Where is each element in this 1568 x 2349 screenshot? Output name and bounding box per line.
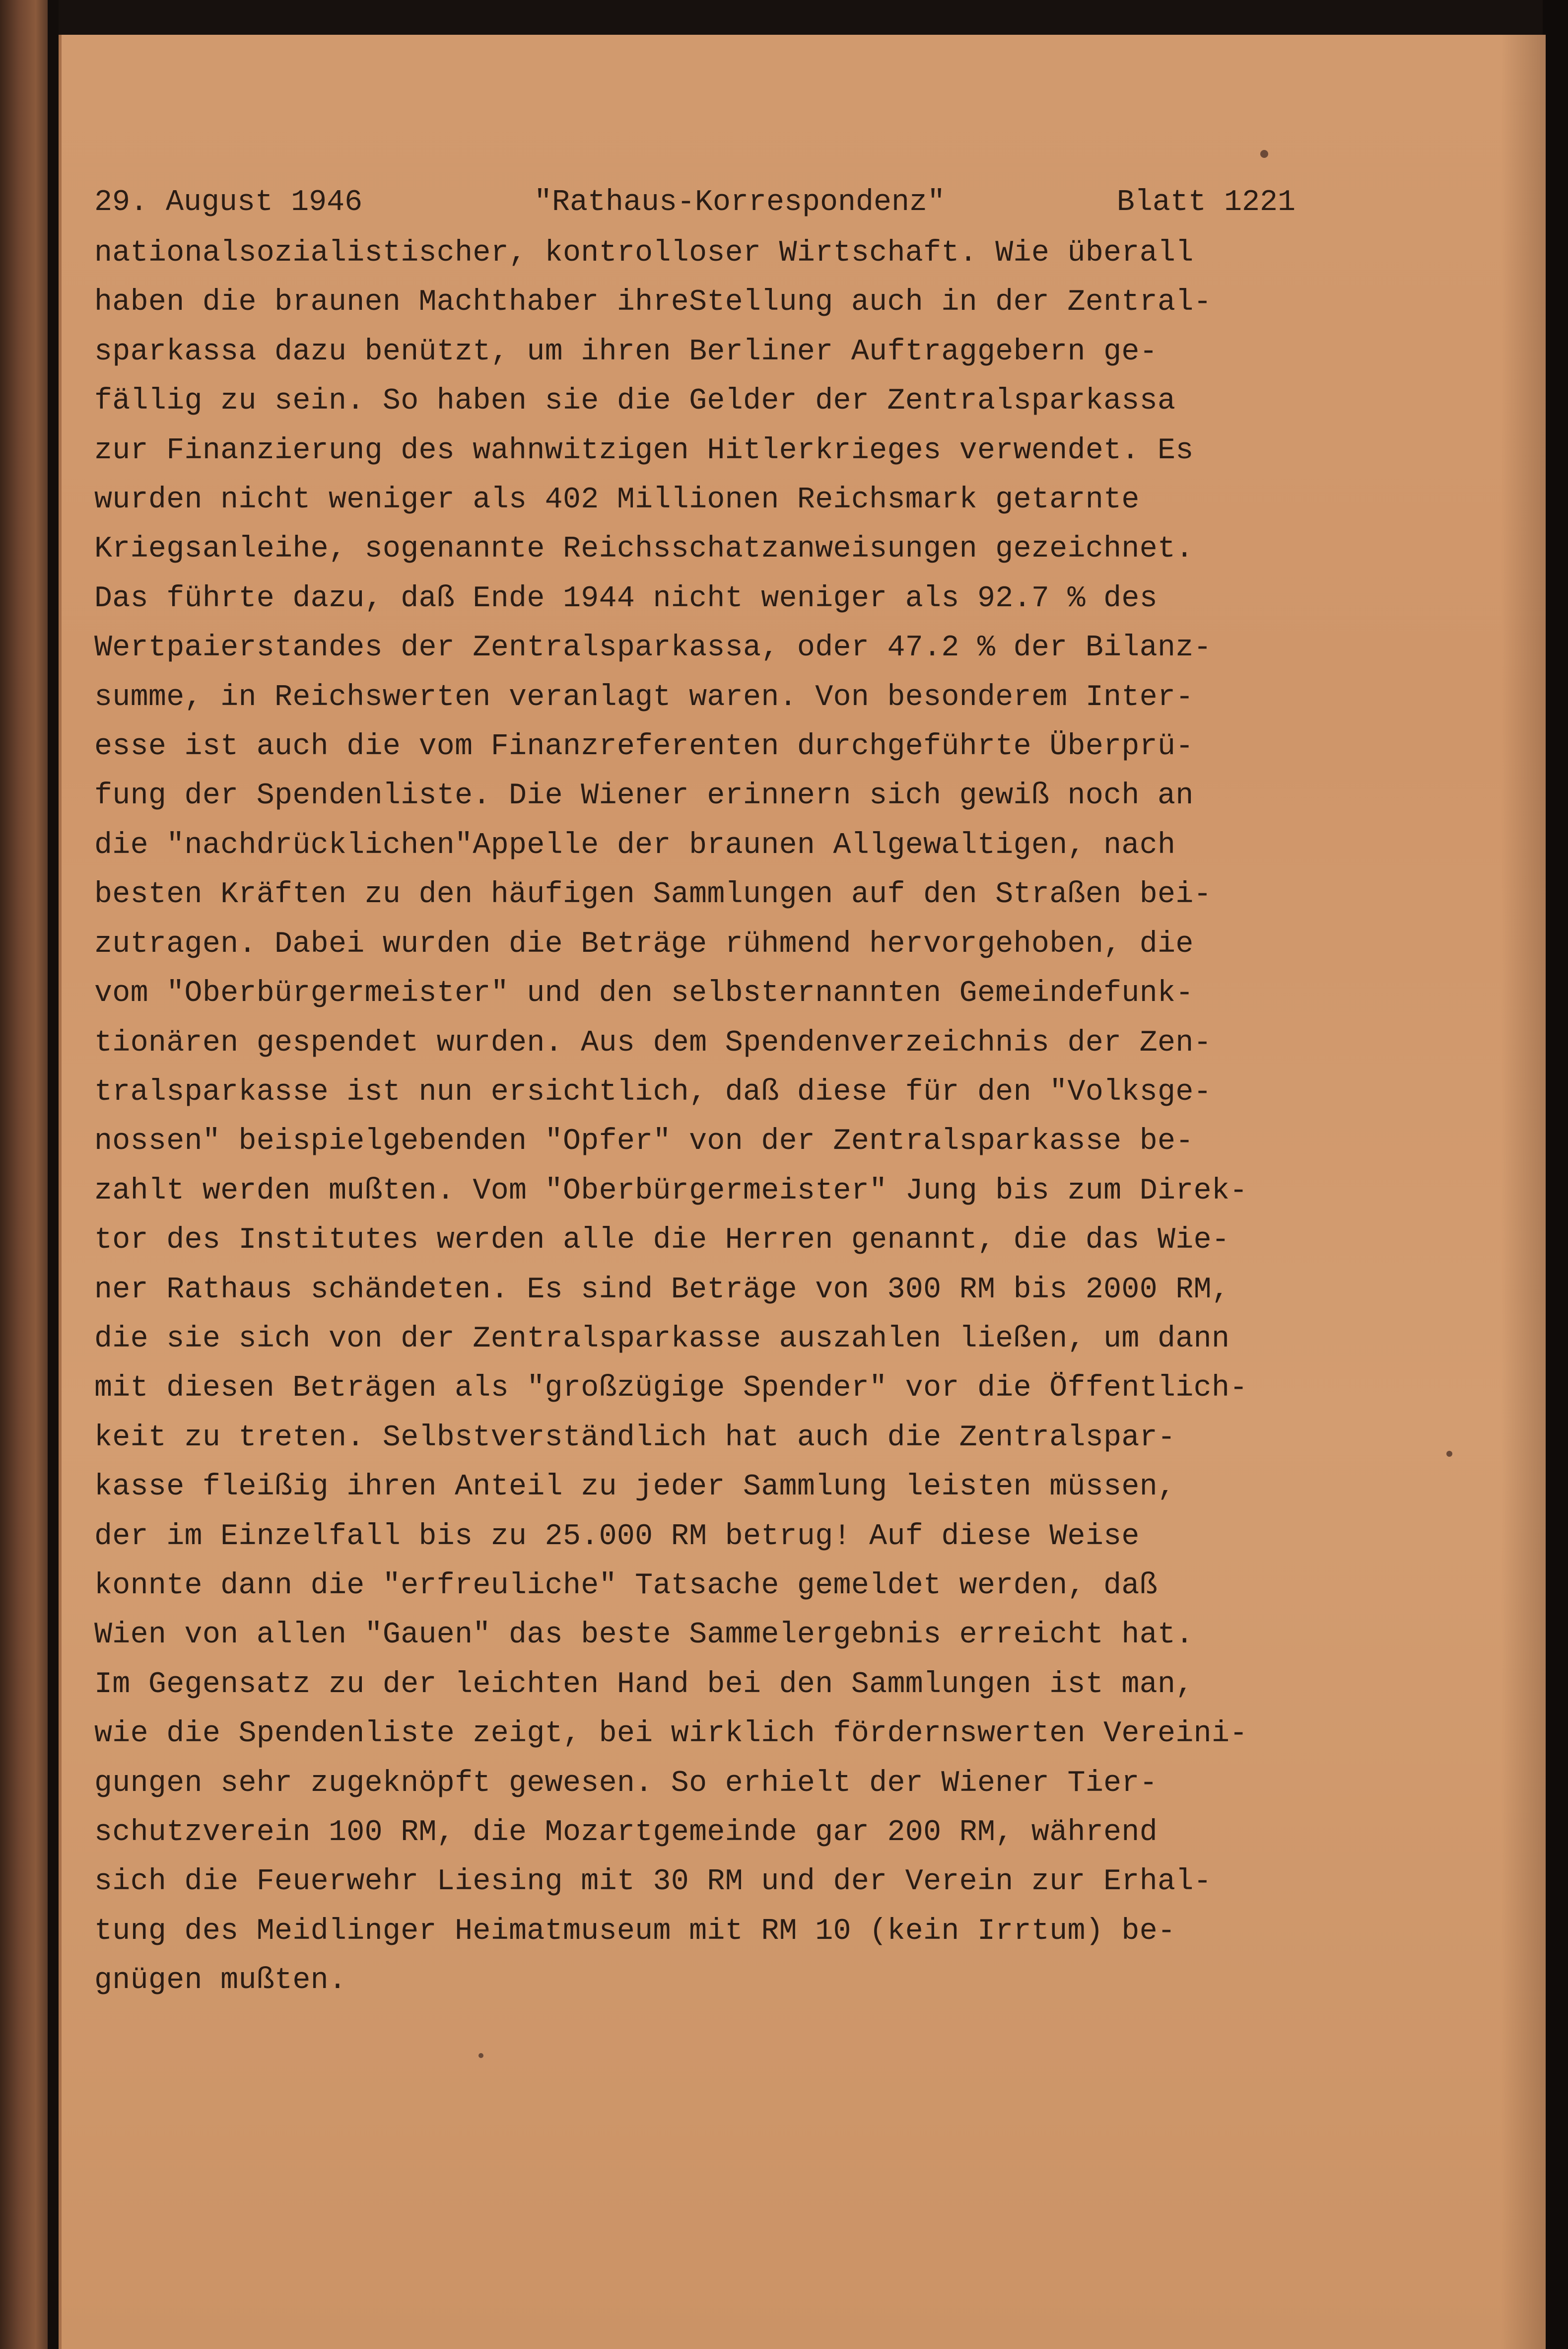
text-line: zur Finanzierung des wahnwitzigen Hitlerkrieges verwendet. Es <box>94 433 1194 468</box>
text-line: gungen sehr zugeknöpft gewesen. So erhielt der Wiener Tier- <box>94 1766 1158 1800</box>
typewritten-page <box>94 176 1395 2006</box>
text-line: die sie sich von der Zentralsparkasse auszahlen ließen, um dann <box>94 1322 1230 1356</box>
text-line: sparkassa dazu benützt, um ihren Berliner Auftraggebern ge- <box>94 335 1158 369</box>
body-text <box>94 229 1395 2006</box>
text-line: nationalsozialistischer, kontrolloser Wirtschaft. Wie überall <box>94 236 1194 270</box>
previous-page-edge <box>0 0 48 2349</box>
background-top <box>59 0 1543 35</box>
background-right <box>1543 0 1568 2349</box>
text-line: Im Gegensatz zu der leichten Hand bei den Sammlungen ist man, <box>94 1667 1194 1702</box>
text-line: tionären gespendet wurden. Aus dem Spendenverzeichnis der Zen- <box>94 1026 1212 1060</box>
page-header <box>94 176 1295 229</box>
text-line: fung der Spendenliste. Die Wiener erinnern sich gewiß noch an <box>94 779 1194 813</box>
text-line: konnte dann die "erfreuliche" Tatsache gemeldet werden, daß <box>94 1568 1158 1603</box>
header-sheet-number: Blatt 1221 <box>1116 186 1295 219</box>
text-line: nossen" beispielgebenden "Opfer" von der Zentralsparkasse be- <box>94 1125 1194 1159</box>
text-line: Wertpaierstandes der Zentralsparkassa, oder 47.2 % der Bilanz- <box>94 631 1212 665</box>
header-date: 29. August 1946 <box>94 186 363 219</box>
text-line: wie die Spendenliste zeigt, bei wirklich fördernswerten Vereini- <box>94 1717 1248 1751</box>
text-line: vom "Oberbürgermeister" und den selbsternannten Gemeindefunk- <box>94 977 1194 1011</box>
text-line: zahlt werden mußten. Vom "Oberbürgermeister" Jung bis zum Direk- <box>94 1174 1248 1208</box>
text-line: der im Einzelfall bis zu 25.000 RM betrug! Auf diese Weise <box>94 1519 1140 1554</box>
text-line: Kriegsanleihe, sogenannte Reichsschatzanweisungen gezeichnet. <box>94 532 1194 567</box>
text-line: zutragen. Dabei wurden die Beträge rühmend hervorgehoben, die <box>94 927 1194 961</box>
header-publication: "Rathaus-Korrespondenz" <box>534 186 946 219</box>
text-line: wurden nicht weniger als 402 Millionen Reichsmark getarnte <box>94 483 1140 517</box>
text-line: die "nachdrücklichen"Appelle der braunen Allgewaltigen, nach <box>94 828 1176 862</box>
paper-speck <box>1260 150 1268 158</box>
text-line: esse ist auch die vom Finanzreferenten durchgeführte Überprü- <box>94 730 1194 764</box>
text-line: schutzverein 100 RM, die Mozartgemeinde gar 200 RM, während <box>94 1816 1158 1850</box>
text-line: kasse fleißig ihren Anteil zu jeder Sammlung leisten müssen, <box>94 1470 1176 1504</box>
text-line: Das führte dazu, daß Ende 1944 nicht weniger als 92.7 % des <box>94 581 1158 616</box>
binding-gutter <box>48 0 59 2349</box>
text-line: keit zu treten. Selbstverständlich hat auch die Zentralspar- <box>94 1421 1176 1455</box>
paper-speck <box>478 2053 483 2058</box>
text-line: ner Rathaus schändeten. Es sind Beträge von 300 RM bis 2000 RM, <box>94 1273 1230 1307</box>
text-line: fällig zu sein. So haben sie die Gelder der Zentralsparkassa <box>94 384 1176 419</box>
text-line: mit diesen Beträgen als "großzügige Spender" vor die Öffentlich- <box>94 1371 1248 1406</box>
text-line: haben die braunen Machthaber ihreStellung auch in der Zentral- <box>94 285 1212 320</box>
text-line: besten Kräften zu den häufigen Sammlungen auf den Straßen bei- <box>94 878 1212 912</box>
text-line: Wien von allen "Gauen" das beste Sammelergebnis erreicht hat. <box>94 1618 1194 1652</box>
text-line: tor des Institutes werden alle die Herren genannt, die das Wie- <box>94 1223 1230 1258</box>
paper-speck <box>1446 1451 1452 1457</box>
text-line: tung des Meidlinger Heimatmuseum mit RM 10 (kein Irrtum) be- <box>94 1914 1176 1948</box>
text-line: tralsparkasse ist nun ersichtlich, daß diese für den "Volksge- <box>94 1075 1212 1109</box>
text-line: summe, in Reichswerten veranlagt waren. Von besonderem Inter- <box>94 680 1194 714</box>
text-line: sich die Feuerwehr Liesing mit 30 RM und der Verein zur Erhal- <box>94 1865 1212 1899</box>
text-line: gnügen mußten. <box>94 1964 347 1998</box>
